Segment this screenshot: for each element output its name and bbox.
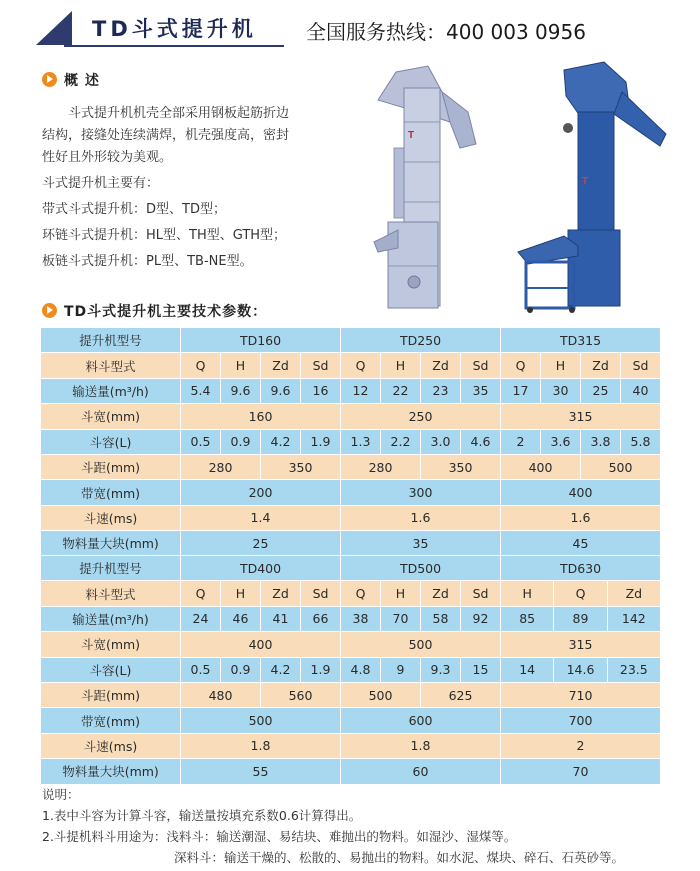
orange-play-icon bbox=[42, 303, 57, 318]
lump-cell: 60 bbox=[341, 759, 501, 784]
volume-cell: 0.9 bbox=[221, 657, 261, 682]
flow-cell: 41 bbox=[261, 606, 301, 631]
speed-cell: 1.8 bbox=[341, 733, 501, 758]
lump-label: 物料量大块(mm) bbox=[41, 759, 181, 784]
table-row bbox=[41, 556, 661, 581]
belt-label: 带宽(mm) bbox=[41, 708, 181, 733]
lump-cell: 25 bbox=[181, 531, 341, 556]
volume-cell: 14.6 bbox=[554, 657, 607, 682]
type-cell: H bbox=[381, 353, 421, 378]
flow-cell: 24 bbox=[181, 606, 221, 631]
volume-cell: 4.2 bbox=[261, 657, 301, 682]
table-row bbox=[41, 378, 661, 403]
flow-cell: 12 bbox=[341, 378, 381, 403]
volume-label: 斗容(L) bbox=[41, 657, 181, 682]
lump-cell: 55 bbox=[181, 759, 341, 784]
type-label: 料斗型式 bbox=[41, 581, 181, 606]
type-cell: H bbox=[221, 353, 261, 378]
pitch-cell: 500 bbox=[581, 454, 661, 479]
model-cell: TD160 bbox=[181, 328, 341, 353]
volume-cell: 4.6 bbox=[461, 429, 501, 454]
flow-cell: 30 bbox=[541, 378, 581, 403]
volume-cell: 2 bbox=[501, 429, 541, 454]
type-cell: Q bbox=[554, 581, 607, 606]
pitch-cell: 280 bbox=[181, 454, 261, 479]
width-cell: 315 bbox=[501, 404, 661, 429]
flow-cell: 25 bbox=[581, 378, 621, 403]
table-row bbox=[41, 759, 661, 784]
type-cell: Q bbox=[181, 581, 221, 606]
overview-heading: 概 述 bbox=[64, 73, 100, 89]
type-cell: Q bbox=[181, 353, 221, 378]
table-row bbox=[41, 429, 661, 454]
volume-cell: 15 bbox=[461, 657, 501, 682]
type-cell: Q bbox=[501, 353, 541, 378]
belt-cell: 300 bbox=[341, 480, 501, 505]
speed-label: 斗速(ms) bbox=[41, 505, 181, 530]
type-cell: Zd bbox=[421, 353, 461, 378]
volume-cell: 4.8 bbox=[341, 657, 381, 682]
type-cell: Zd bbox=[581, 353, 621, 378]
page-header bbox=[0, 0, 700, 52]
table-row bbox=[41, 708, 661, 733]
notes-title: 说明： bbox=[42, 787, 80, 802]
flow-cell: 9.6 bbox=[221, 378, 261, 403]
volume-cell: 9.3 bbox=[421, 657, 461, 682]
overview-line: 结构，接缝处连续满焊，机壳强度高，密封 bbox=[42, 128, 290, 143]
type-label: 料斗型式 bbox=[41, 353, 181, 378]
flow-cell: 16 bbox=[301, 378, 341, 403]
model-cell: TD630 bbox=[501, 556, 661, 581]
speed-label: 斗速(ms) bbox=[41, 733, 181, 758]
table-row bbox=[41, 581, 661, 606]
flow-cell: 5.4 bbox=[181, 378, 221, 403]
volume-cell: 14 bbox=[501, 657, 554, 682]
pitch-cell: 500 bbox=[341, 682, 421, 707]
type-cell: H bbox=[501, 581, 554, 606]
speed-cell: 1.8 bbox=[181, 733, 341, 758]
note-line: 2.斗提机料斗用途为：浅料斗：输送潮湿、易结块、难抛出的物料。如湿沙、湿煤等。 bbox=[42, 829, 517, 844]
flow-cell: 40 bbox=[621, 378, 661, 403]
pitch-cell: 625 bbox=[421, 682, 501, 707]
header-divider bbox=[64, 45, 284, 47]
flow-cell: 92 bbox=[461, 606, 501, 631]
pitch-cell: 280 bbox=[341, 454, 421, 479]
volume-cell: 2.2 bbox=[381, 429, 421, 454]
flow-cell: 22 bbox=[381, 378, 421, 403]
type-cell: Sd bbox=[461, 353, 501, 378]
volume-cell: 1.9 bbox=[301, 429, 341, 454]
width-cell: 500 bbox=[341, 632, 501, 657]
overview-line: 斗式提升机机壳全部采用钢板起筋折边 bbox=[68, 106, 290, 121]
width-cell: 160 bbox=[181, 404, 341, 429]
bucket-elevator-illustrations bbox=[368, 52, 688, 314]
model-label: 提升机型号 bbox=[41, 328, 181, 353]
type-cell: Q bbox=[341, 353, 381, 378]
volume-cell: 3.8 bbox=[581, 429, 621, 454]
overview-line: 性好且外形较为美观。 bbox=[42, 150, 173, 165]
lump-label: 物料量大块(mm) bbox=[41, 531, 181, 556]
overview-line: 带式斗式提升机：D型、TD型； bbox=[42, 202, 226, 217]
table-row bbox=[41, 480, 661, 505]
flow-label: 输送量(m³/h) bbox=[41, 606, 181, 631]
type-cell: Zd bbox=[421, 581, 461, 606]
type-cell: H bbox=[381, 581, 421, 606]
speed-cell: 1.6 bbox=[341, 505, 501, 530]
flow-cell: 9.6 bbox=[261, 378, 301, 403]
navy-triangle-icon bbox=[36, 11, 72, 45]
note-line: 1.表中斗容为计算斗容，输送量按填充系数0.6计算得出。 bbox=[42, 808, 362, 823]
table-row bbox=[41, 632, 661, 657]
speed-cell: 2 bbox=[501, 733, 661, 758]
flow-cell: 58 bbox=[421, 606, 461, 631]
belt-cell: 400 bbox=[501, 480, 661, 505]
table-row bbox=[41, 454, 661, 479]
volume-cell: 0.5 bbox=[181, 657, 221, 682]
volume-cell: 23.5 bbox=[607, 657, 660, 682]
belt-label: 带宽(mm) bbox=[41, 480, 181, 505]
overview-line: 环链斗式提升机：HL型、TH型、GTH型； bbox=[42, 228, 287, 243]
pitch-cell: 480 bbox=[181, 682, 261, 707]
service-hotline: 全国服务热线：400 003 0956 bbox=[306, 20, 586, 44]
type-cell: Zd bbox=[261, 353, 301, 378]
note-line: 深料斗：输送干燥的、松散的、易抛出的物料。如水泥、煤块、碎石、石英砂等。 bbox=[174, 850, 625, 865]
volume-cell: 0.9 bbox=[221, 429, 261, 454]
flow-cell: 35 bbox=[461, 378, 501, 403]
model-label: 提升机型号 bbox=[41, 556, 181, 581]
volume-cell: 1.9 bbox=[301, 657, 341, 682]
volume-cell: 0.5 bbox=[181, 429, 221, 454]
blue-elevator-image bbox=[518, 62, 666, 313]
belt-cell: 700 bbox=[501, 708, 661, 733]
table-row bbox=[41, 682, 661, 707]
pitch-label: 斗距(mm) bbox=[41, 682, 181, 707]
lump-cell: 35 bbox=[341, 531, 501, 556]
overview-line: 板链斗式提升机：PL型、TB-NE型。 bbox=[42, 254, 253, 269]
flow-cell: 70 bbox=[381, 606, 421, 631]
page-title: TD斗式提升机 bbox=[92, 17, 257, 41]
type-cell: Q bbox=[341, 581, 381, 606]
table-row bbox=[41, 531, 661, 556]
volume-cell: 9 bbox=[381, 657, 421, 682]
speed-cell: 1.6 bbox=[501, 505, 661, 530]
lump-cell: 70 bbox=[501, 759, 661, 784]
volume-cell: 4.2 bbox=[261, 429, 301, 454]
flow-label: 输送量(m³/h) bbox=[41, 378, 181, 403]
specs-heading: TD斗式提升机主要技术参数： bbox=[64, 304, 268, 320]
model-cell: TD315 bbox=[501, 328, 661, 353]
type-cell: H bbox=[221, 581, 261, 606]
type-cell: Sd bbox=[301, 353, 341, 378]
model-cell: TD400 bbox=[181, 556, 341, 581]
belt-cell: 500 bbox=[181, 708, 341, 733]
volume-cell: 3.6 bbox=[541, 429, 581, 454]
table-row bbox=[41, 505, 661, 530]
width-cell: 315 bbox=[501, 632, 661, 657]
width-cell: 250 bbox=[341, 404, 501, 429]
pitch-label: 斗距(mm) bbox=[41, 454, 181, 479]
flow-cell: 46 bbox=[221, 606, 261, 631]
type-cell: Sd bbox=[621, 353, 661, 378]
type-cell: H bbox=[541, 353, 581, 378]
table-row bbox=[41, 328, 661, 353]
type-cell: Sd bbox=[301, 581, 341, 606]
flow-cell: 17 bbox=[501, 378, 541, 403]
orange-play-icon bbox=[42, 72, 57, 87]
model-cell: TD250 bbox=[341, 328, 501, 353]
table-row bbox=[41, 404, 661, 429]
lump-cell: 45 bbox=[501, 531, 661, 556]
overview-text bbox=[42, 103, 372, 273]
pitch-cell: 560 bbox=[261, 682, 341, 707]
volume-cell: 5.8 bbox=[621, 429, 661, 454]
table-row bbox=[41, 733, 661, 758]
type-cell: Zd bbox=[607, 581, 660, 606]
flow-cell: 85 bbox=[501, 606, 554, 631]
overview-line: 斗式提升机主要有： bbox=[42, 176, 160, 191]
flow-cell: 38 bbox=[341, 606, 381, 631]
flow-cell: 142 bbox=[607, 606, 660, 631]
spec-table-2 bbox=[40, 555, 661, 785]
pitch-cell: 710 bbox=[501, 682, 661, 707]
table-row bbox=[41, 353, 661, 378]
belt-cell: 600 bbox=[341, 708, 501, 733]
table-row bbox=[41, 606, 661, 631]
type-cell: Zd bbox=[261, 581, 301, 606]
volume-cell: 1.3 bbox=[341, 429, 381, 454]
type-cell: Sd bbox=[461, 581, 501, 606]
belt-cell: 200 bbox=[181, 480, 341, 505]
svg-text:T: T bbox=[408, 130, 415, 141]
volume-label: 斗容(L) bbox=[41, 429, 181, 454]
svg-text:T: T bbox=[582, 176, 589, 187]
table-row bbox=[41, 657, 661, 682]
grey-elevator-image bbox=[374, 66, 476, 308]
width-cell: 400 bbox=[181, 632, 341, 657]
volume-cell: 3.0 bbox=[421, 429, 461, 454]
speed-cell: 1.4 bbox=[181, 505, 341, 530]
notes bbox=[42, 784, 692, 868]
pitch-cell: 350 bbox=[261, 454, 341, 479]
pitch-cell: 350 bbox=[421, 454, 501, 479]
width-label: 斗宽(mm) bbox=[41, 404, 181, 429]
flow-cell: 89 bbox=[554, 606, 607, 631]
flow-cell: 66 bbox=[301, 606, 341, 631]
flow-cell: 23 bbox=[421, 378, 461, 403]
width-label: 斗宽(mm) bbox=[41, 632, 181, 657]
model-cell: TD500 bbox=[341, 556, 501, 581]
spec-table-1 bbox=[40, 327, 661, 557]
pitch-cell: 400 bbox=[501, 454, 581, 479]
